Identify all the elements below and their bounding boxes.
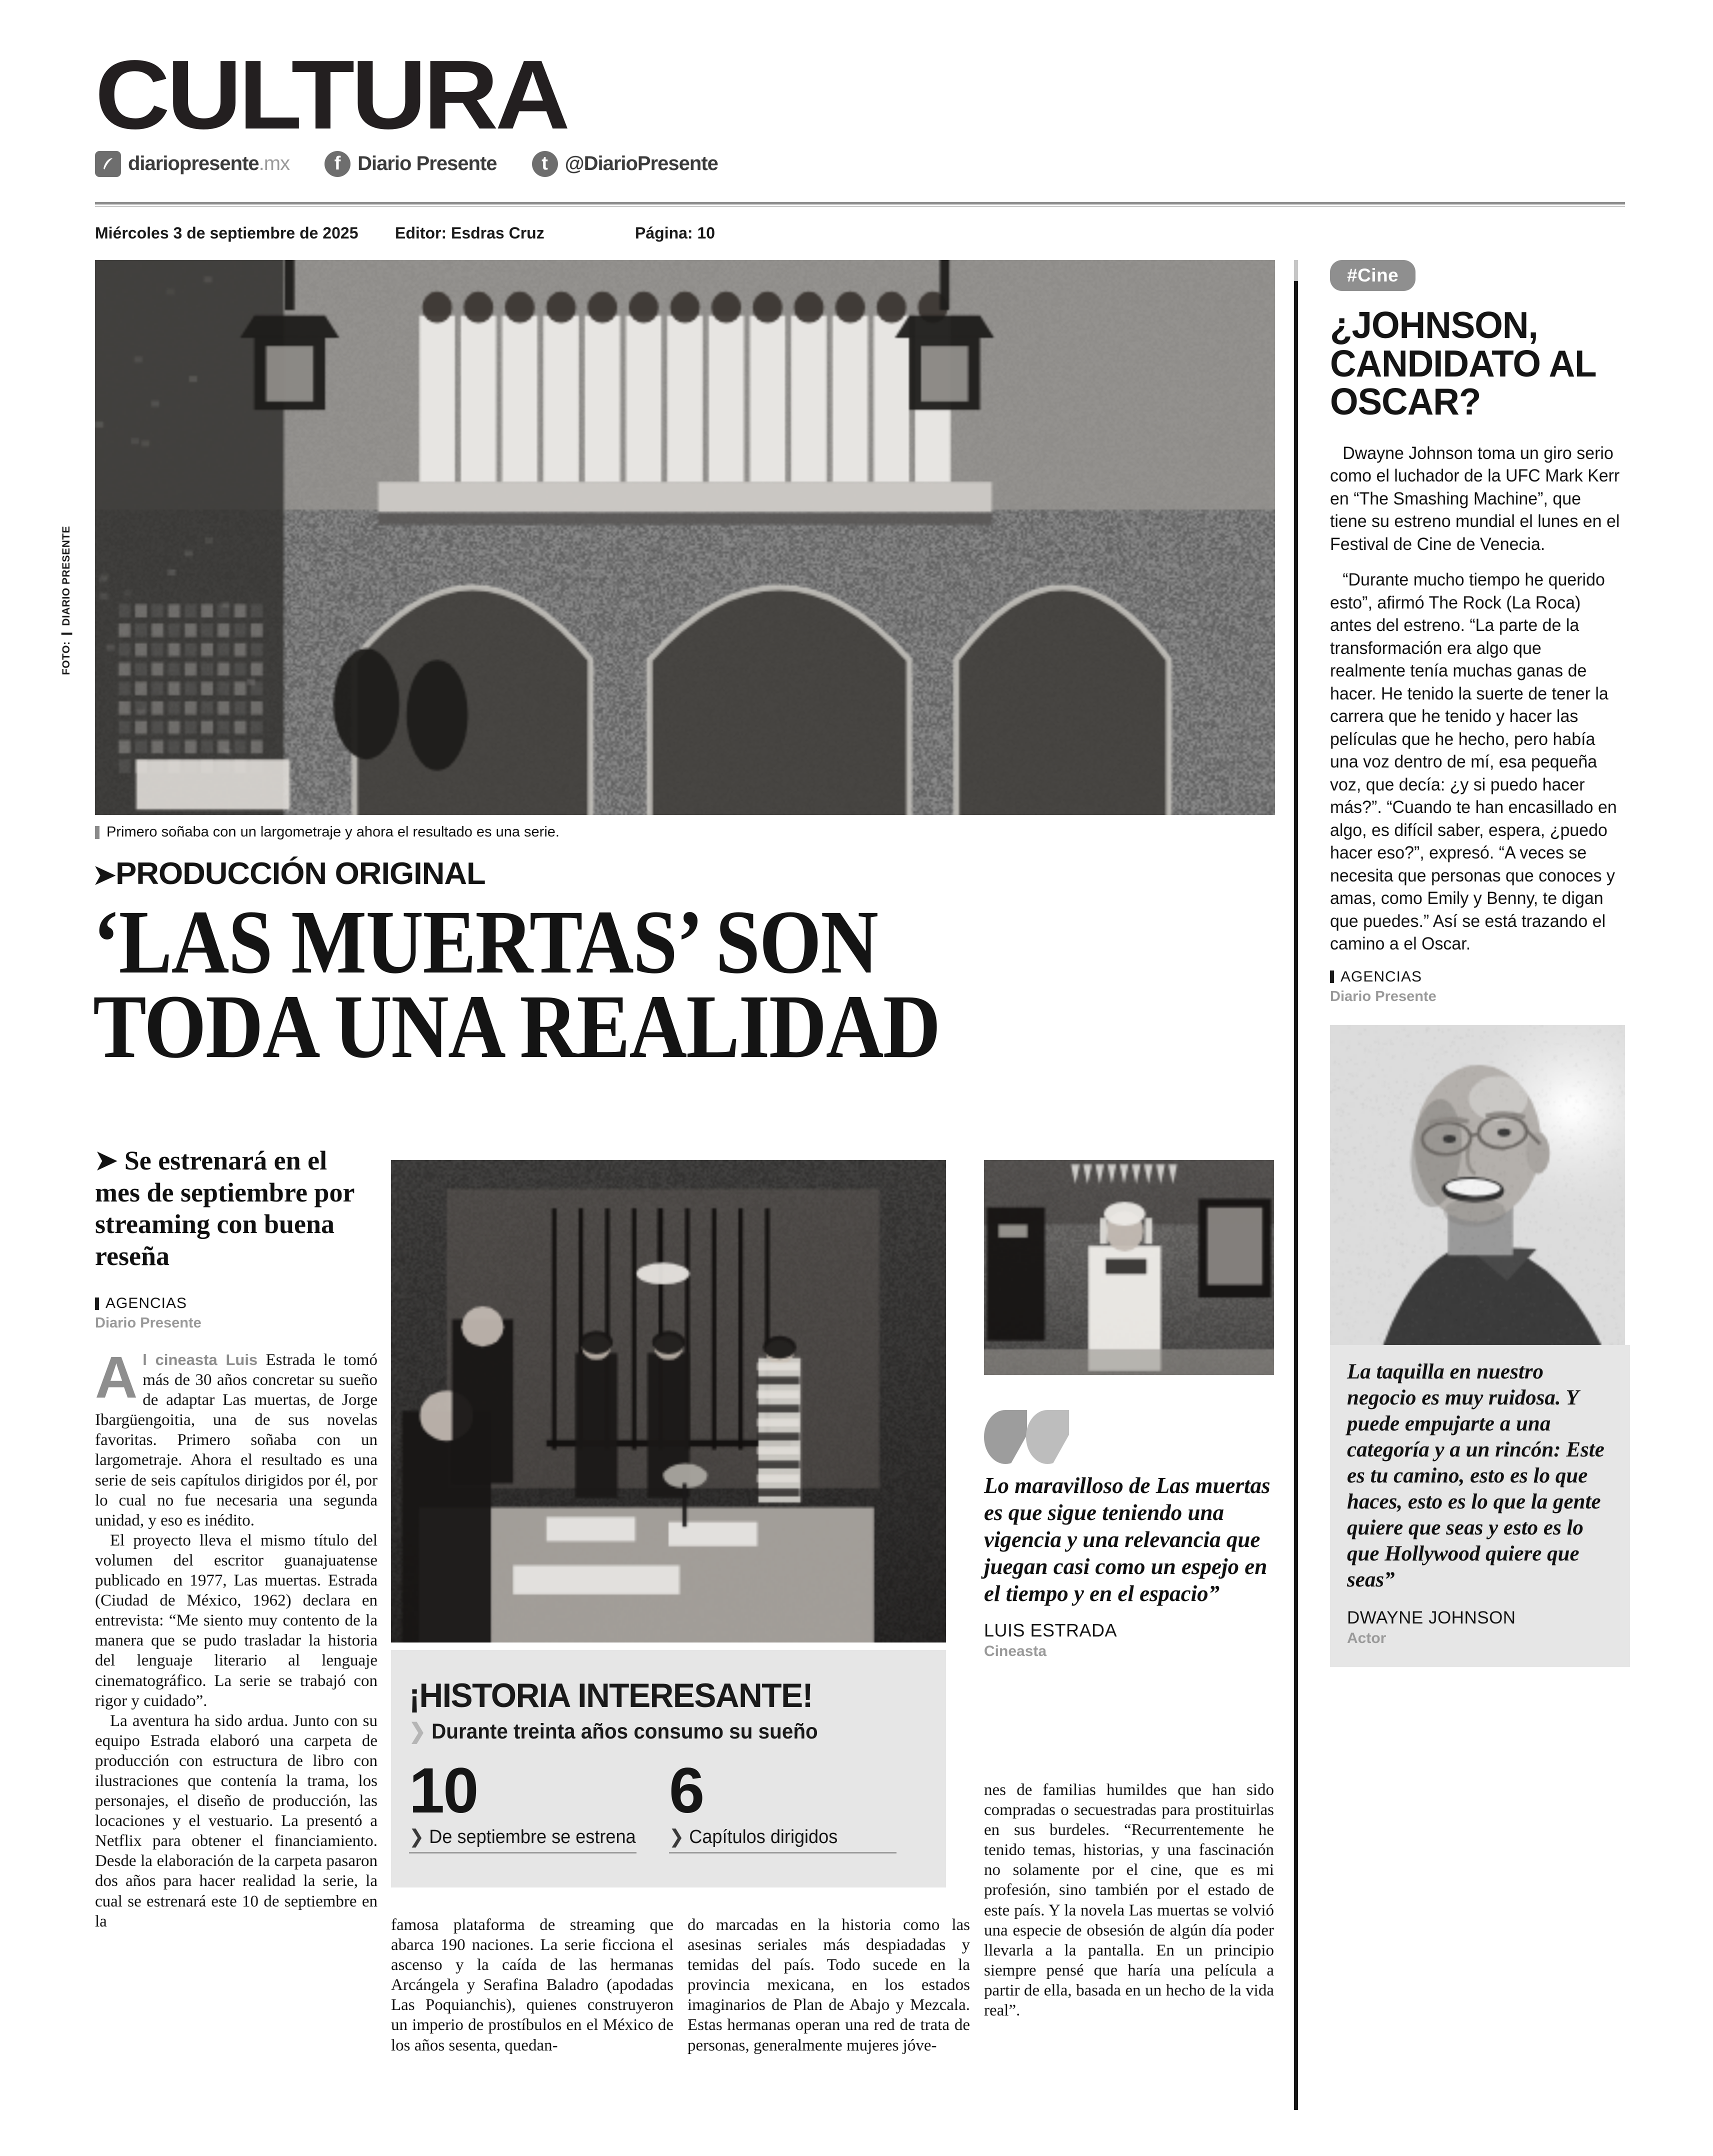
website-label: diariopresente.mx	[128, 152, 290, 175]
sidebar-divider-cap	[1294, 260, 1298, 281]
stat-number: 10	[409, 1755, 478, 1826]
caption-mark-icon	[95, 826, 100, 839]
byline-mark-icon	[95, 1298, 99, 1310]
photo-credit: FOTO: ❙ DIARIO PRESENTE	[60, 526, 72, 675]
byline	[95, 1295, 375, 1332]
dateline	[95, 224, 1625, 242]
website-link[interactable]	[95, 151, 290, 177]
sidebar-byline-source: AGENCIAS	[1340, 968, 1422, 985]
social-links-row	[95, 148, 1625, 180]
sidebar-paragraph-1: Dwayne Johnson toma un giro serio como el luchador de la UFC Mark Kerr en “The Smashing Machine”, que tiene su estreno mundial el lunes en el Festival de Cine de Venecia.	[1330, 443, 1620, 554]
infobox-subtitle: ❯ Durante treinta años consumo su sueño	[409, 1720, 818, 1744]
caption-text: Primero soñaba con un largometraje y ahora el resultado es una serie.	[106, 824, 560, 840]
dwayne-johnson-photo	[1330, 1025, 1625, 1345]
paragraph-4: famosa plataforma de streaming que abarca 190 naciones. La serie ficciona el ascenso y la caída de las hermanas Arcángela y Serafina Baladro (apodadas Las Poquianchis), quienes construyeron un imperio de prostíbulos en el México de los años sesenta, quedan-	[391, 1916, 674, 2054]
sidebar-quote-box	[1330, 1345, 1630, 1667]
article-kicker: ➤PRODUCCIÓN ORIGINAL	[93, 856, 486, 891]
stat-underline	[409, 1852, 636, 1854]
pull-quote-name: LUIS ESTRADA	[984, 1620, 1118, 1640]
section-title: CULTURA	[95, 40, 568, 150]
headline-line-1: ‘LAS MUERTAS’ SON	[93, 892, 878, 992]
chevron-right-icon: ❯	[409, 1720, 426, 1744]
stat-underline	[669, 1852, 896, 1854]
pull-quote-role: Cineasta	[984, 1643, 1047, 1660]
twitter-label: @DiarioPresente	[564, 152, 718, 175]
paragraph-5: do marcadas en la historia como las asesinas seriales más despiadadas y temidas del país. Todo sucede en la provincia mexicana, en los estados imaginarios de Plan de Abajo y Mezcala. Estas hermanas operan una red de trata de personas, generalmente mujeres jóve-	[688, 1916, 970, 2054]
infobox-title: ¡HISTORIA INTERESANTE!	[409, 1676, 813, 1714]
paragraph-2: El proyecto lleva el mismo título del volumen del escritor guanajuatense publicado en 1977, Las muertas. Estrada (Ciudad de México, 1962) declara en entrevista: “Me siento muy contento de la manera que se pudo trasladar la historia del lenguaje literario al lenguaje cinematográfico. La serie se trabajó con rigor y cuidado”.	[95, 1531, 378, 1710]
director-on-set-photo	[984, 1160, 1274, 1375]
masthead-divider-thin	[95, 206, 1625, 207]
article-deck: ➤ Se estrenará en el mes de septiembre por streaming con buena reseña	[95, 1146, 354, 1272]
paragraph-lead	[95, 1344, 378, 1530]
sidebar-byline-outlet: Diario Presente	[1330, 988, 1436, 1004]
page-number-label: Página: 10	[635, 224, 716, 242]
headline-line-2: TODA UNA REALIDAD	[93, 976, 940, 1078]
main-article	[95, 260, 1275, 815]
infobox	[391, 1650, 946, 1888]
masthead	[95, 40, 1625, 180]
pull-quote	[984, 1410, 1274, 1660]
drop-cap: A	[95, 1344, 138, 1410]
byline-source-row	[95, 1295, 375, 1312]
chevron-right-icon: ➤	[93, 860, 116, 890]
stat-label: ❯ De septiembre se estrena	[409, 1826, 636, 1848]
status-badge[interactable]: #Cine	[1330, 260, 1416, 291]
masthead-divider	[95, 202, 1625, 204]
quote-mark-icon	[984, 1410, 1074, 1465]
byline-outlet: Diario Presente	[95, 1315, 202, 1331]
lead-rest-text: Estrada le tomó más de 30 años concretar su sueño de adaptar Las muertas, de Jorge Ibargüengoitia, una de sus novelas favoritas. Primero soñaba con un largometraje. Ahora el resultado es una serie de seis capítulos dirigidos por él, por lo cual no fue necesaria una segunda unidad, y eso es inédito.	[95, 1351, 378, 1530]
paragraph-6: nes de familias humildes que han sido compradas o secuestradas para prostituirlas en sus burdeles. “Recurrentemente he tenido temas, historias, y una fascinación no solamente por el cine, que es mi profesión, sino también por el estado de este país. Y la novela Las muertas se volvió una especie de obsesión de algún día poder llevarla a la pantalla. En un principio siempre pensé que haría una película a partir de ella, basada en un hecho de la vida real”.	[984, 1781, 1274, 2020]
infobox-stats	[409, 1755, 929, 1854]
diariopresente-logo-icon	[95, 151, 121, 177]
twitter-icon: t	[532, 151, 558, 177]
stat-item	[669, 1755, 929, 1854]
sidebar-byline-source-row	[1330, 968, 1630, 986]
byline-source: AGENCIAS	[106, 1295, 188, 1312]
facebook-label: Diario Presente	[358, 152, 497, 175]
byline-mark-icon	[1330, 970, 1334, 983]
stat-number: 6	[669, 1755, 704, 1826]
chevron-right-icon: ❯	[409, 1826, 424, 1848]
lead-bold-text: l cineasta Luis	[142, 1351, 258, 1368]
body-column-1	[95, 1344, 378, 1932]
pull-quote-text: Lo maravilloso de Las muertas es que sigue teniendo una vigencia y una relevancia que juegan casi como un espejo en el tiempo y en el espacio”	[984, 1473, 1270, 1606]
date-label: Miércoles 3 de septiembre de 2025	[95, 224, 358, 242]
sidebar-quote-role: Actor	[1347, 1630, 1386, 1646]
body-column-2	[391, 1915, 674, 2056]
page-title	[93, 892, 1140, 1078]
sidebar-paragraph-2: “Durante mucho tiempo he querido esto”, afirmó The Rock (La Roca) antes del estreno. “La parte de la transformación era algo que realmente tenía muchas ganas de hacer. He tenido la suerte de tener la carrera que he tenido y hacer las películas que he hecho, pero había una voz dentro de mí, esa pequeña voz, que decía: ¿y si puedo hacer más?”. “Cuando te han encasillado en algo, es difícil saber, espera, ¿puedo hacer eso?”, expresó. “A veces se necesita que personas que conoces y amas, como Emily y Benny, te digan que puedes.” Así se está trazando el camino a el Oscar.	[1330, 570, 1617, 954]
chevron-right-icon: ➤	[95, 1146, 118, 1176]
sidebar-headline: ¿JOHNSON, CANDIDATO AL OSCAR?	[1330, 304, 1596, 422]
sidebar-quote-name: DWAYNE JOHNSON	[1347, 1608, 1516, 1628]
paragraph-3: La aventura ha sido ardua. Junto con su equipo Estrada elaboró una carpeta de producción con estructura de libro con ilustraciones que contenía la trama, los personajes, el diseño de producción, las locaciones y el vestuario. La presentó a Netflix para obtener el financiamiento. Desde la elaboración de la carpeta pasaron dos años para hacer realidad la serie, la cual se estrenará este 10 de septiembre en la	[95, 1712, 378, 1930]
editor-label: Editor: Esdras Cruz	[395, 224, 544, 242]
sidebar-divider	[1294, 260, 1298, 2110]
jail-scene-photo	[391, 1160, 946, 1642]
sidebar-article	[1330, 260, 1630, 1667]
stat-label: ❯ Capítulos dirigidos	[669, 1826, 838, 1848]
sidebar-byline	[1330, 968, 1630, 1005]
sidebar-quote-text: La taquilla en nuestro negocio es muy ruidosa. Y puede empujarte a una categoría y a un rincón: Este es tu camino, esto es lo que haces, esto es lo que la gente quiere que seas y esto es lo que Hollywood quiere que seas”	[1347, 1360, 1604, 1592]
facebook-link[interactable]	[324, 151, 496, 177]
twitter-link[interactable]	[532, 151, 718, 177]
facebook-icon: f	[324, 151, 350, 177]
chevron-right-icon: ❯	[669, 1826, 684, 1848]
photo-caption	[95, 824, 1275, 840]
stat-item	[409, 1755, 669, 1854]
body-column-3	[688, 1915, 970, 2056]
sidebar-body	[1330, 442, 1621, 956]
hero-photo	[95, 260, 1275, 815]
body-column-4	[984, 1780, 1274, 2020]
